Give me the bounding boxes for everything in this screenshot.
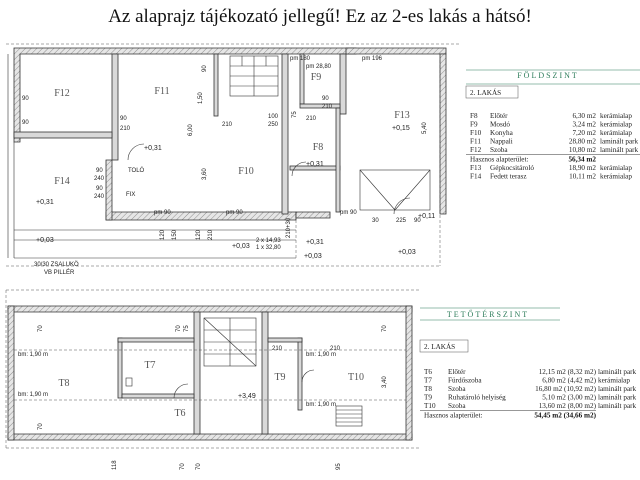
table-cell-floor: laminált park [598,368,637,376]
table-cell-name: Nappali [490,137,513,146]
table-cell-area: 18,90 m2 [568,164,596,172]
dimension: 70 [196,463,202,470]
table-cell-name: Előtér [490,112,508,120]
table-cell-name: Gépkocsitároló [490,164,534,172]
level-mark: +3,49 [238,393,256,400]
dimension: 210 [306,116,317,122]
dimension: 225 [396,218,407,224]
dimension: 150 [172,229,178,240]
room-label-f10: F10 [238,166,254,177]
zsaluko-note: 30/30 ZSALUKÖ [34,262,79,268]
level-mark: +0,15 [392,125,410,132]
room-label-t8: T8 [58,378,70,389]
attic-room-table [420,308,637,420]
wall-bottom [106,212,296,220]
table-cell-floor: laminált park [598,385,637,393]
dimension: 240 [94,176,105,182]
dimension: 120 [196,229,202,240]
room-label-t7: T7 [144,360,156,371]
table-cell-name: Előtér [448,368,466,376]
table-cell-code: T9 [424,393,432,402]
table-cell-code: F13 [470,164,482,172]
dimension: 70 [176,325,182,332]
table-cell-name: Szoba [448,402,466,410]
table-cell-code: F12 [470,146,482,154]
level-mark: +0,31 [306,161,324,168]
dimension: bm: 1,90 m [306,402,337,408]
dimension: 70 [38,423,44,430]
table-cell-name: Szoba [490,146,508,154]
dimension: 30 [372,218,379,224]
dimension: 210 [272,346,283,352]
room-label-f8: F8 [312,142,324,153]
table-cell-floor: kerámialap [600,129,632,137]
table-cell-area: 5,10 m2 (3,00 m2) [542,393,596,402]
attic-staircase [204,318,256,366]
level-mark: +0,03 [36,237,54,244]
garage-ramp [360,170,430,210]
table-cell-floor: laminált park [600,137,639,146]
dimension: 90 [96,168,103,174]
dimension: 210 [222,122,233,128]
dimension: pm 90 [226,210,243,216]
dimension: 75 [292,111,298,118]
room-label-f9: F9 [310,72,322,83]
dimension: pm 180 [290,56,311,62]
table-cell-area: 10,11 m2 [569,172,596,181]
dimension: 210+30 [286,217,292,238]
level-mark: +0,03 [398,249,416,256]
table-cell-code: F11 [470,137,481,146]
level-mark: +0,31 [36,199,54,206]
table-cell-area: 13,60 m2 (8,00 m2) [538,402,596,410]
room-label-t9: T9 [274,372,286,383]
dimension: bm: 1,90 m [18,392,49,398]
dimension: 120 [160,229,166,240]
table-cell-floor: laminált park [598,393,637,402]
table-cell-code: F9 [470,120,478,129]
dimension: pm 90 [154,210,171,216]
table-cell-floor: kerámialap [600,112,632,120]
dimension: 90 [202,65,208,72]
dimension: pm 28,80 [306,64,332,70]
dimension: 1,50 [198,92,204,104]
dimension: bm: 1,90 m [306,352,337,358]
attic-wall-top [8,306,412,312]
dimension: pm 90 [340,210,357,216]
dimension: 70 [38,325,44,332]
table-cell-area: 16,80 m2 (10,92 m2) [535,385,596,393]
table-cell-floor: kerámialap [598,376,630,385]
dimension: 210 [120,126,131,132]
table-total-label: Hasznos alapterület: [470,155,529,164]
table-cell-name: Ruhatároló helyiség [448,393,506,402]
dimension: 240 [94,194,105,200]
room-label-f13: F13 [394,110,410,121]
dimension: 90 [120,116,127,122]
dimension: bm: 1,90 m [18,352,49,358]
table-cell-code: F10 [470,129,482,137]
dimension: 90 [22,120,29,126]
room-label-t6: T6 [174,408,186,419]
level-mark: +0,11 [418,213,436,220]
table-total-area: 56,34 m2 [568,155,596,164]
table-cell-code: T6 [424,368,432,376]
dimension: 90 [414,218,421,224]
table-cell-name: Konyha [490,129,513,137]
table-cell-area: 12,15 m2 (8,32 m2) [538,368,596,376]
dimension: 75 [184,325,190,332]
staircase [230,56,278,96]
dimension: 210 [322,104,333,110]
table-cell-floor: kerámialap [600,172,632,181]
section-title-ground: FÖLDSZINT [517,71,579,80]
table-cell-area: 7,20 m2 [572,129,596,137]
table-cell-name: Szoba [448,385,466,393]
dimension: 90 [96,186,103,192]
dimension: 70 [382,325,388,332]
table-cell-floor: kerámialap [600,164,632,172]
page-title: Az alaprajz tájékozató jellegű! Ez az 2-es lakás a hátsó! [108,6,532,27]
dimension: 3,60 [202,168,208,180]
ground-floor-plan [6,44,460,266]
table-cell-name: Fürdőszoba [448,376,482,385]
section-title-attic: TETŐTÉRSZINT [446,310,530,319]
stairs-note: 2 x 14,93 1 x 32,80 [256,238,281,251]
table-cell-area: 3,24 m2 [572,120,596,129]
table-cell-floor: kerámialap [600,120,632,129]
dimension: 118 [112,460,118,470]
dimension: 5,40 [422,122,428,134]
table-cell-code: F8 [470,112,478,120]
room-label-f14: F14 [54,176,70,187]
table-total-label: Hasznos alapterület: [424,411,483,420]
table-title: 2. LAKÁS [424,343,456,351]
table-cell-area: 10,80 m2 [568,146,596,154]
dimension: pm 196 [362,56,383,62]
dimension: 90 [22,96,29,102]
ground-room-table [466,70,640,181]
dimension: 6,00 [188,124,194,136]
table-cell-code: T7 [424,376,432,385]
table-cell-code: F14 [470,172,482,181]
dimension: 95 [336,463,342,470]
table-cell-area: 6,30 m2 [572,112,596,120]
dimension: 210 [208,229,214,240]
attic-wall-bottom [8,434,412,440]
table-cell-floor: laminált park [600,146,639,154]
table-total-area: 54,45 m2 (34,66 m2) [534,411,596,420]
table-cell-area: 28,80 m2 [568,137,596,146]
room-label-f12: F12 [54,88,70,99]
dimension: 100 [268,114,279,120]
dimension: 90 [322,96,329,102]
dimension: 3,40 [382,376,388,388]
table-cell-name: Fedett terasz [490,172,527,181]
table-cell-floor: laminált park [598,402,637,410]
table-cell-name: Mosdó [490,120,510,129]
level-mark: +0,03 [304,253,322,260]
table-title: 2. LAKÁS [470,89,502,97]
dimension: 210 [330,346,341,352]
room-label-f11: F11 [154,86,170,97]
table-cell-area: 6,80 m2 (4,42 m2) [542,376,596,385]
table-cell-code: T8 [424,385,432,393]
level-mark: +0,31 [144,145,162,152]
dimension: 250 [268,122,279,128]
pillar-note: VB PILLÉR [44,270,75,276]
level-mark: +0,31 [306,239,324,246]
attic-floor-plan [6,290,420,448]
wall-right [440,54,446,214]
dimension: 70 [180,463,186,470]
room-label-t10: T10 [347,372,365,383]
level-mark: +0,03 [232,243,250,250]
door-note-tolo: TOLÓ [128,168,145,174]
table-cell-code: T10 [424,402,436,410]
window-note-fix: FIX [126,192,136,198]
